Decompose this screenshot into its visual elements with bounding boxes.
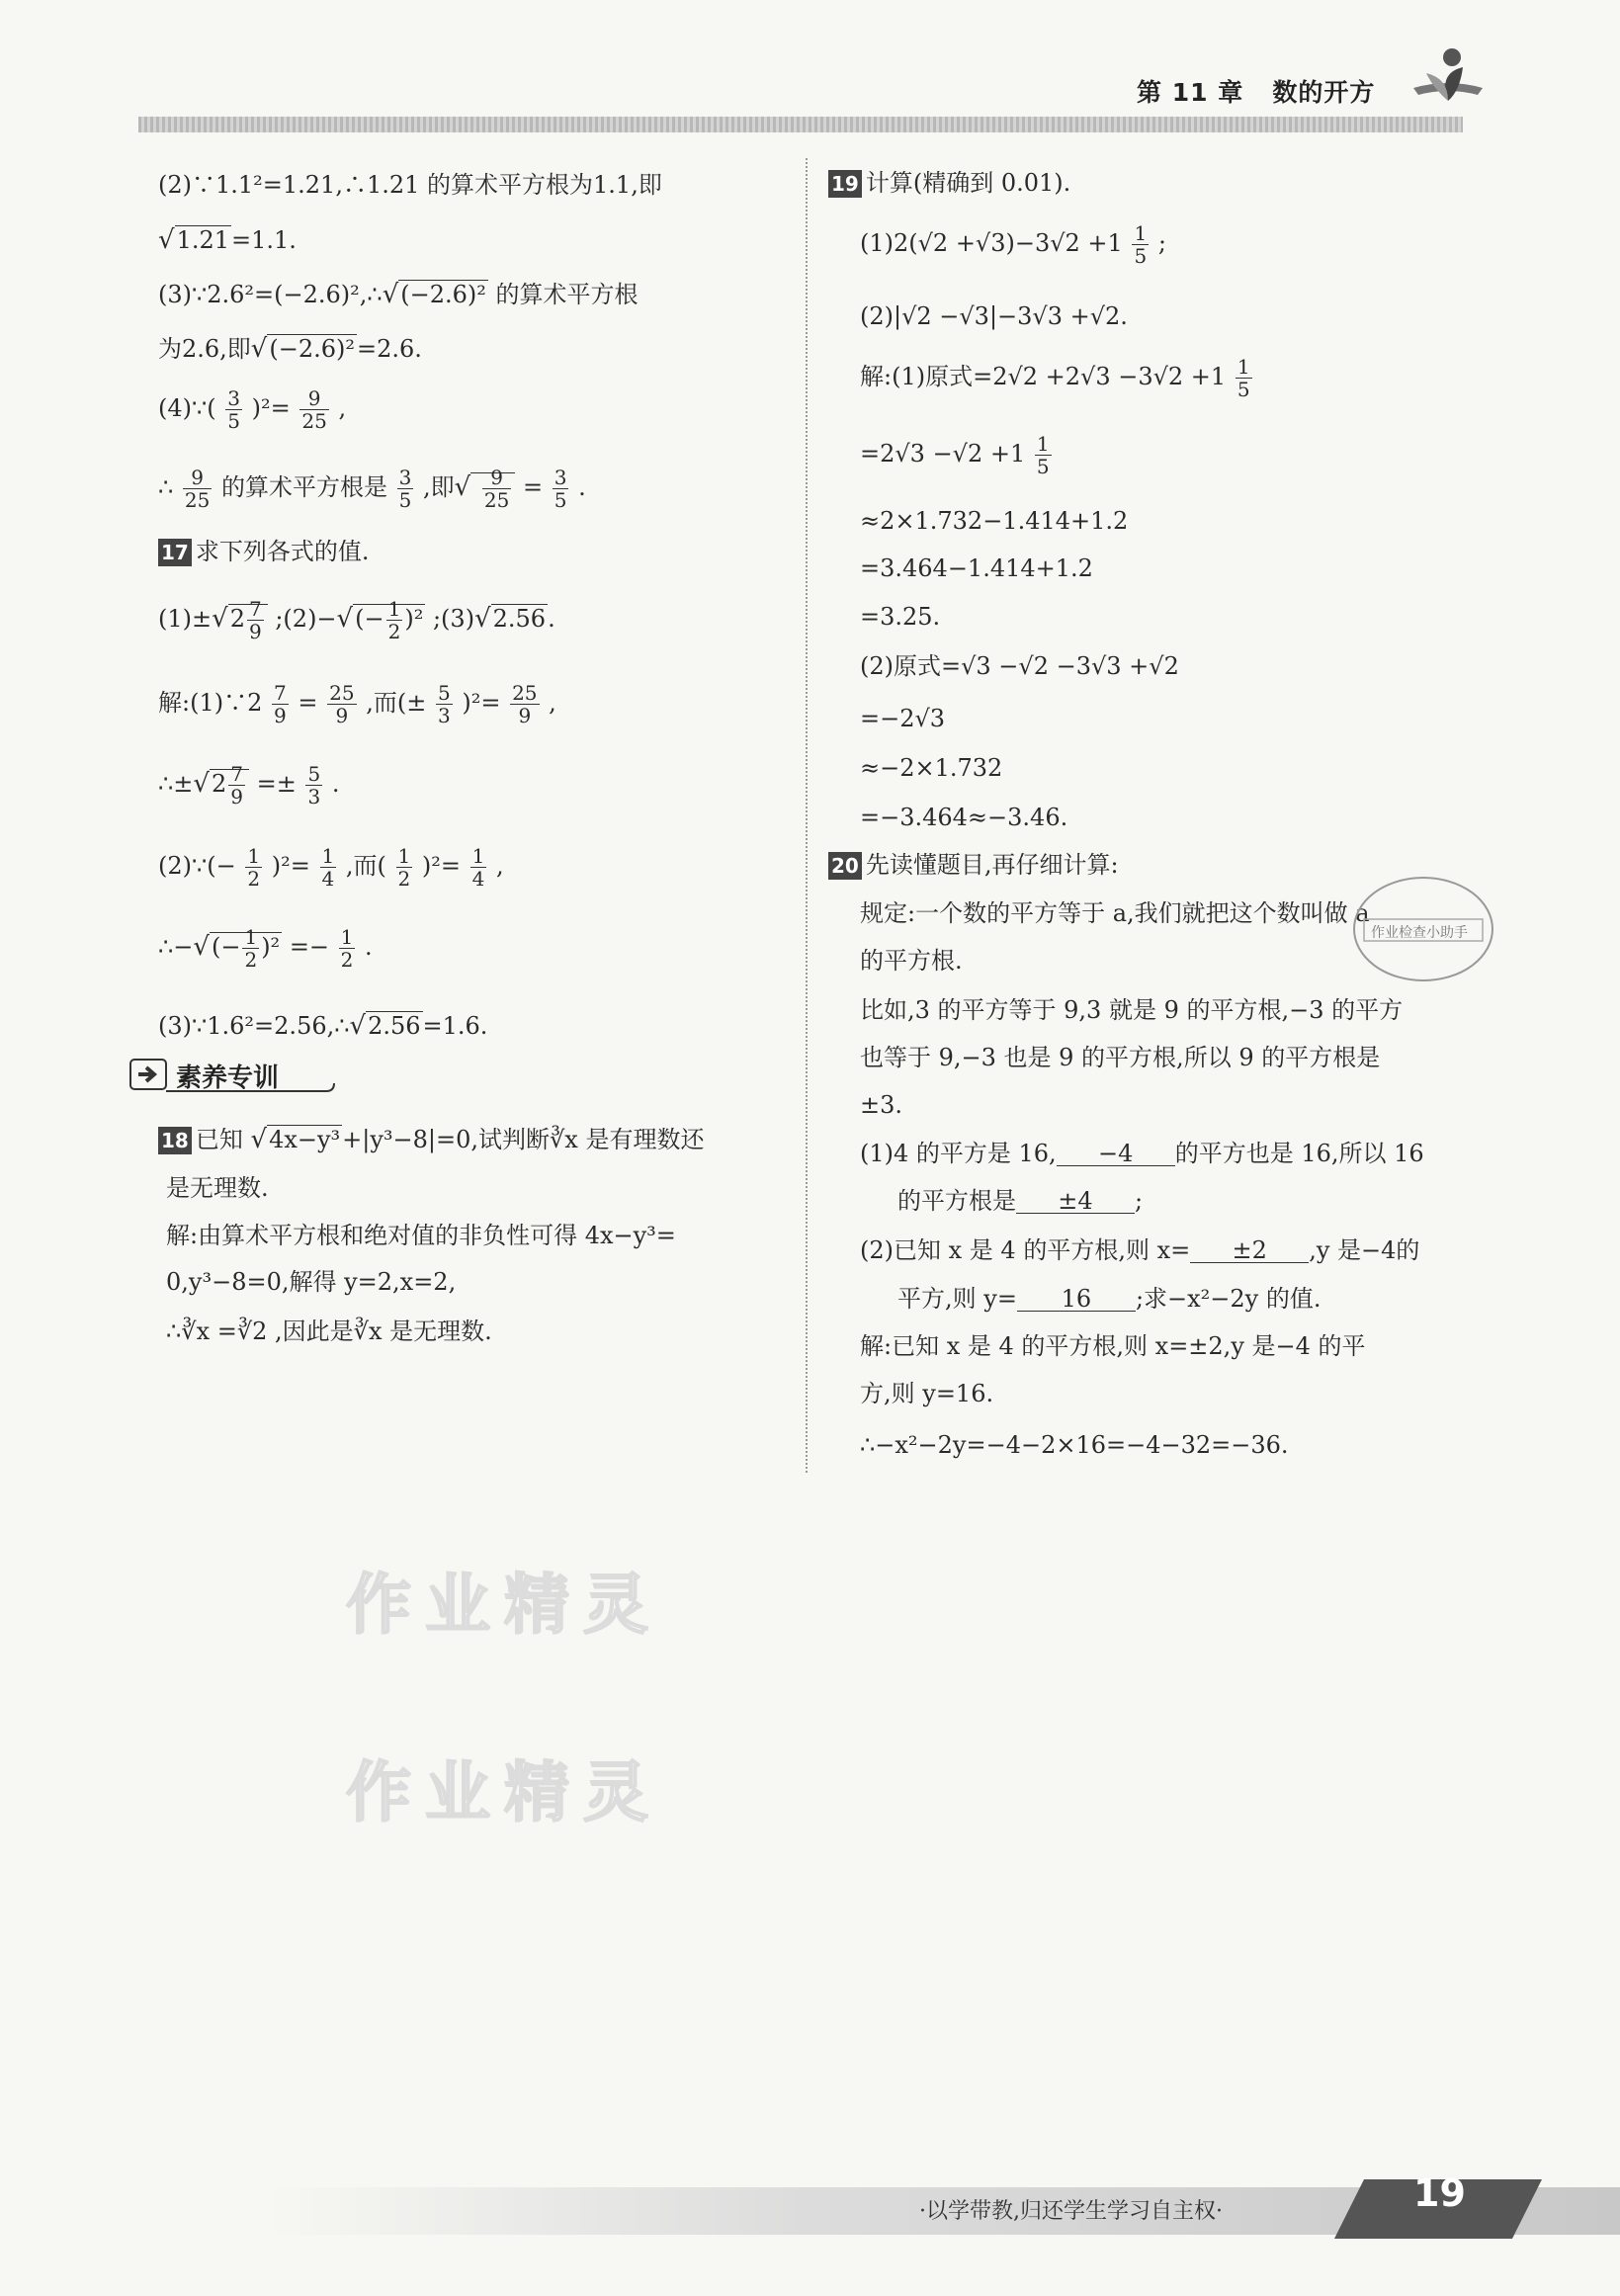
fraction: $\frac{5}{3}$ (437, 681, 451, 727)
q18-solution-1: 解:由算术平方根和绝对值的非负性可得 4x−y³= (166, 1222, 676, 1249)
q19-solution-3: ≈2×1.732−1.414+1.2 (860, 507, 1129, 535)
fraction: $\frac{9}{25}$ (483, 466, 510, 512)
q20-solution-3: ∴−x²−2y=−4−2×16=−4−32=−36. (860, 1431, 1289, 1459)
watermark: 作业精灵 (346, 1754, 662, 1830)
checker-stamp (1349, 870, 1497, 988)
fraction: $\frac{1}{2}$ (247, 844, 261, 891)
fraction: $\frac{3}{5}$ (227, 386, 241, 433)
fraction: $\frac{3}{5}$ (554, 466, 567, 512)
fraction: $\frac{3}{5}$ (398, 466, 412, 512)
answer-blank: ±2 (1190, 1238, 1309, 1263)
q19-solution-4: =3.464−1.414+1.2 (860, 554, 1093, 582)
fraction: $\frac{1}{2}$ (244, 925, 258, 972)
q19-solution-9: =−3.464≈−3.46. (860, 804, 1068, 831)
fraction: $\frac{9}{25}$ (301, 386, 327, 433)
section-title: 素养专训 (176, 1063, 280, 1093)
fraction: $\frac{1}{4}$ (321, 844, 335, 891)
q17-solution-3: (2)∵(− $\frac{1}{2}$ )²= $\frac{1}{4}$ ,而( $\frac{1}{2}$ )²= $\frac{1}{4}$ , (158, 844, 504, 891)
fraction: $\frac{7}{9}$ (248, 597, 262, 643)
question-number: 17 (158, 539, 192, 566)
question-number: 19 (828, 170, 862, 198)
fraction: $\frac{1}{2}$ (340, 925, 354, 972)
q19-part1: (1)2(√2 +√3)−3√2 +1 $\frac{1}{5}$ ; (860, 221, 1166, 268)
q16-3-line2: 为2.6,即√(−2.6)²=2.6. (158, 334, 422, 364)
q20-para4: 也等于 9,−3 也是 9 的平方根,所以 9 的平方根是 (860, 1044, 1381, 1071)
fraction: $\frac{25}{9}$ (512, 681, 538, 727)
q20-part1: (1)4 的平方是 16, −4 的平方也是 16,所以 16 (860, 1140, 1424, 1167)
q20-para1: 规定:一个数的平方等于 a,我们就把这个数叫做 a (860, 899, 1370, 927)
q17-solution-1: 解:(1)∵2 $\frac{7}{9}$ = $\frac{25}{9}$ ,而(± $\frac{5}{3}$ )²= $\frac{25}{9}$ , (158, 681, 556, 727)
fraction: $\frac{1}{5}$ (1036, 432, 1050, 478)
section-tag (128, 1056, 336, 1093)
q19-part2: (2)|√2 −√3|−3√3 +√2. (860, 302, 1128, 330)
column-divider (806, 158, 808, 1473)
fraction: $\frac{1}{5}$ (1236, 355, 1250, 401)
q16-2-line2: √1.21=1.1. (158, 225, 297, 255)
fraction: $\frac{1}{2}$ (397, 844, 411, 891)
question-number: 18 (158, 1127, 192, 1154)
header-band (138, 117, 1463, 132)
fraction: $\frac{1}{2}$ (387, 597, 401, 643)
fraction: $\frac{1}{5}$ (1134, 221, 1148, 268)
q19-solution-5: =3.25. (860, 603, 941, 631)
q20-solution-2: 方,则 y=16. (860, 1380, 994, 1407)
chapter-name: 数的开方 (1272, 78, 1376, 107)
book-leaf-logo-icon (1408, 43, 1488, 121)
chapter-number: 第 11 章 (1137, 78, 1244, 107)
q19-solution-8: ≈−2×1.732 (860, 754, 1003, 782)
q19-solution-1: 解:(1)原式=2√2 +2√3 −3√2 +1 $\frac{1}{5}$ (860, 355, 1250, 401)
fraction: $\frac{1}{4}$ (471, 844, 485, 891)
answer-blank: ±4 (1016, 1189, 1135, 1214)
q17-solution-5: (3)∵1.6²=2.56,∴√2.56=1.6. (158, 1011, 488, 1041)
q18-line2: 是无理数. (166, 1174, 269, 1202)
chapter-title (1137, 73, 1375, 109)
fraction: $\frac{25}{9}$ (329, 681, 355, 727)
fraction: $\frac{7}{9}$ (274, 681, 287, 727)
q17-solution-4: ∴−√(− $\frac{1}{2}$ )² =− $\frac{1}{2}$ . (158, 925, 373, 972)
fraction: $\frac{5}{3}$ (307, 762, 321, 808)
answer-blank: −4 (1057, 1142, 1175, 1166)
q20-para3: 比如,3 的平方等于 9,3 就是 9 的平方根,−3 的平方 (860, 996, 1404, 1024)
question-number: 20 (828, 852, 862, 880)
q17-title: 17 求下列各式的值. (158, 539, 369, 566)
q19-solution-6: (2)原式=√3 −√2 −3√3 +√2 (860, 652, 1179, 680)
page-number: 19 (1413, 2171, 1466, 2215)
q20-part1-cont: 的平方根是 ±4 ; (897, 1187, 1144, 1215)
fraction: $\frac{7}{9}$ (230, 762, 243, 808)
q20-title: 20 先读懂题目,再仔细计算: (828, 852, 1119, 880)
q19-solution-2: =2√3 −√2 +1 $\frac{1}{5}$ (860, 432, 1050, 478)
q17-solution-2: ∴±√2 $\frac{7}{9}$ =± $\frac{5}{3}$ . (158, 762, 340, 808)
q19-title: 19 计算(精确到 0.01). (828, 170, 1070, 198)
q20-part2-cont: 平方,则 y= 16 ;求−x²−2y 的值. (897, 1285, 1322, 1313)
watermark: 作业精灵 (346, 1567, 662, 1643)
q20-part2: (2)已知 x 是 4 的平方根,则 x= ±2 ,y 是−4的 (860, 1236, 1420, 1264)
answer-blank: 16 (1017, 1287, 1136, 1312)
footer-slogan: ·以学带教,归还学生学习自主权· (919, 2199, 1223, 2224)
q20-para5: ±3. (860, 1091, 903, 1119)
q17-line: (1)±√2 $\frac{7}{9}$ ;(2)−√(− $\frac{1}{2}$ )² ;(3)√2.56. (158, 597, 555, 643)
q16-4-line2: ∴ $\frac{9}{25}$ 的算术平方根是 $\frac{3}{5}$ ,即√ $\frac{9}{25}$ = $\frac{3}{5}$ . (158, 466, 586, 512)
q16-4-line1: (4)∵( $\frac{3}{5}$ )²= $\frac{9}{25}$ , (158, 386, 347, 433)
stamp-text: 作业检查小助手 (1371, 925, 1468, 941)
q20-solution-1: 解:已知 x 是 4 的平方根,则 x=±2,y 是−4 的平 (860, 1332, 1366, 1360)
q18-line1: 18 已知 √4x−y³+|y³−8|=0,试判断∛x 是有理数还 (158, 1127, 704, 1154)
q19-solution-7: =−2√3 (860, 705, 946, 732)
q20-para2: 的平方根. (860, 947, 963, 975)
q16-3-line1: (3)∵2.6²=(−2.6)²,∴√(−2.6)² 的算术平方根 (158, 280, 639, 309)
q16-2-line1: (2)∵1.1²=1.21,∴1.21 的算术平方根为1.1,即 (158, 171, 662, 199)
q18-solution-2: 0,y³−8=0,解得 y=2,x=2, (166, 1268, 457, 1296)
fraction: $\frac{9}{25}$ (184, 466, 211, 512)
q18-solution-3: ∴∛x =∛2 ,因此是∛x 是无理数. (166, 1318, 492, 1345)
